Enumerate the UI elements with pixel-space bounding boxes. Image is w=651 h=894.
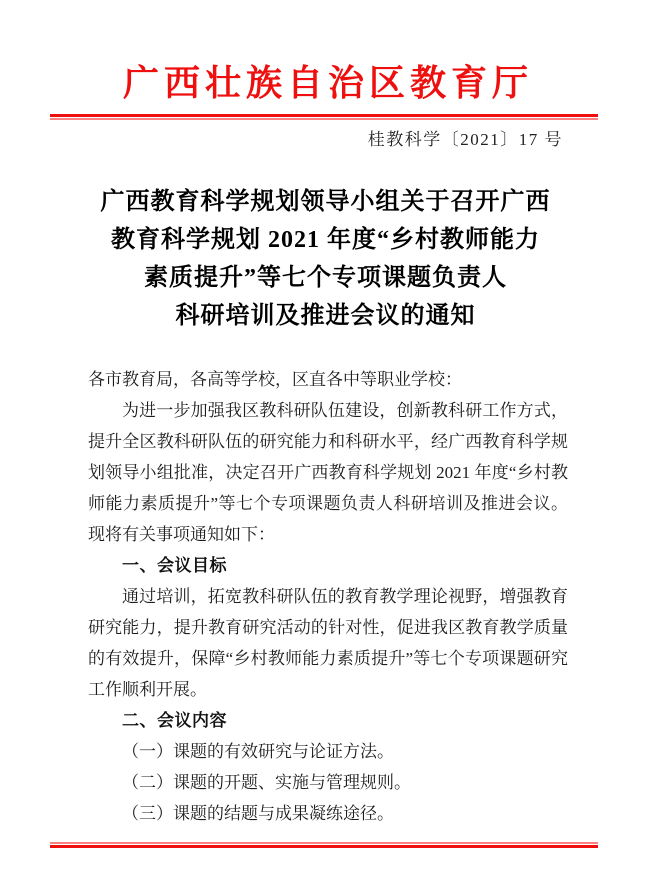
header-divider <box>50 114 598 120</box>
document-number: 桂教科学〔2021〕17 号 <box>367 130 563 149</box>
footer-divider-thick-line <box>50 845 598 848</box>
agency-letterhead: 广西壮族自治区教育厅 <box>122 63 533 103</box>
document-title-line: 科研培训及推进会议的通知 <box>175 303 476 329</box>
document-title-line: 素质提升”等七个专项课题负责人 <box>144 265 507 291</box>
section-2-item: （三）课题的结题与成果凝练途径。 <box>122 804 394 823</box>
salutation: 各市教育局，各高等学校，区直各中等职业学校： <box>88 370 462 389</box>
document-title-line: 广西教育科学规划领导小组关于召开广西 <box>100 189 551 215</box>
intro-paragraph: 为进一步加强我区教科研队伍建设，创新教科研工作方式，提升全区教科研队伍的研究能力和科研水平，经广西教育科学规划领导小组批准，决定召开广西教育科学规划 2021 年度“乡村教师能力素质提升”等七个专项课题负责人科研培训及推进会议。现将有关事项通知如下： <box>88 401 568 544</box>
document-body <box>88 364 568 829</box>
section-2-heading: 二、会议内容 <box>122 711 227 730</box>
section-2-item: （二）课题的开题、实施与管理规则。 <box>122 773 411 792</box>
section-1-heading: 一、会议目标 <box>122 556 227 575</box>
section-1-paragraph: 通过培训，拓宽教科研队伍的教育教学理论视野，增强教育研究能力，提升教育研究活动的针对性，促进我区教育教学质量的有效提升，保障“乡村教师能力素质提升”等七个专项课题研究工作顺利开展。 <box>88 587 568 699</box>
document-title-line: 教育科学规划 2021 年度“乡村教师能力 <box>111 227 540 253</box>
footer-divider <box>50 842 598 848</box>
header-divider-thin-line <box>50 118 598 120</box>
section-2-item: （一）课题的有效研究与论证方法。 <box>122 742 394 761</box>
document-title <box>0 183 651 335</box>
